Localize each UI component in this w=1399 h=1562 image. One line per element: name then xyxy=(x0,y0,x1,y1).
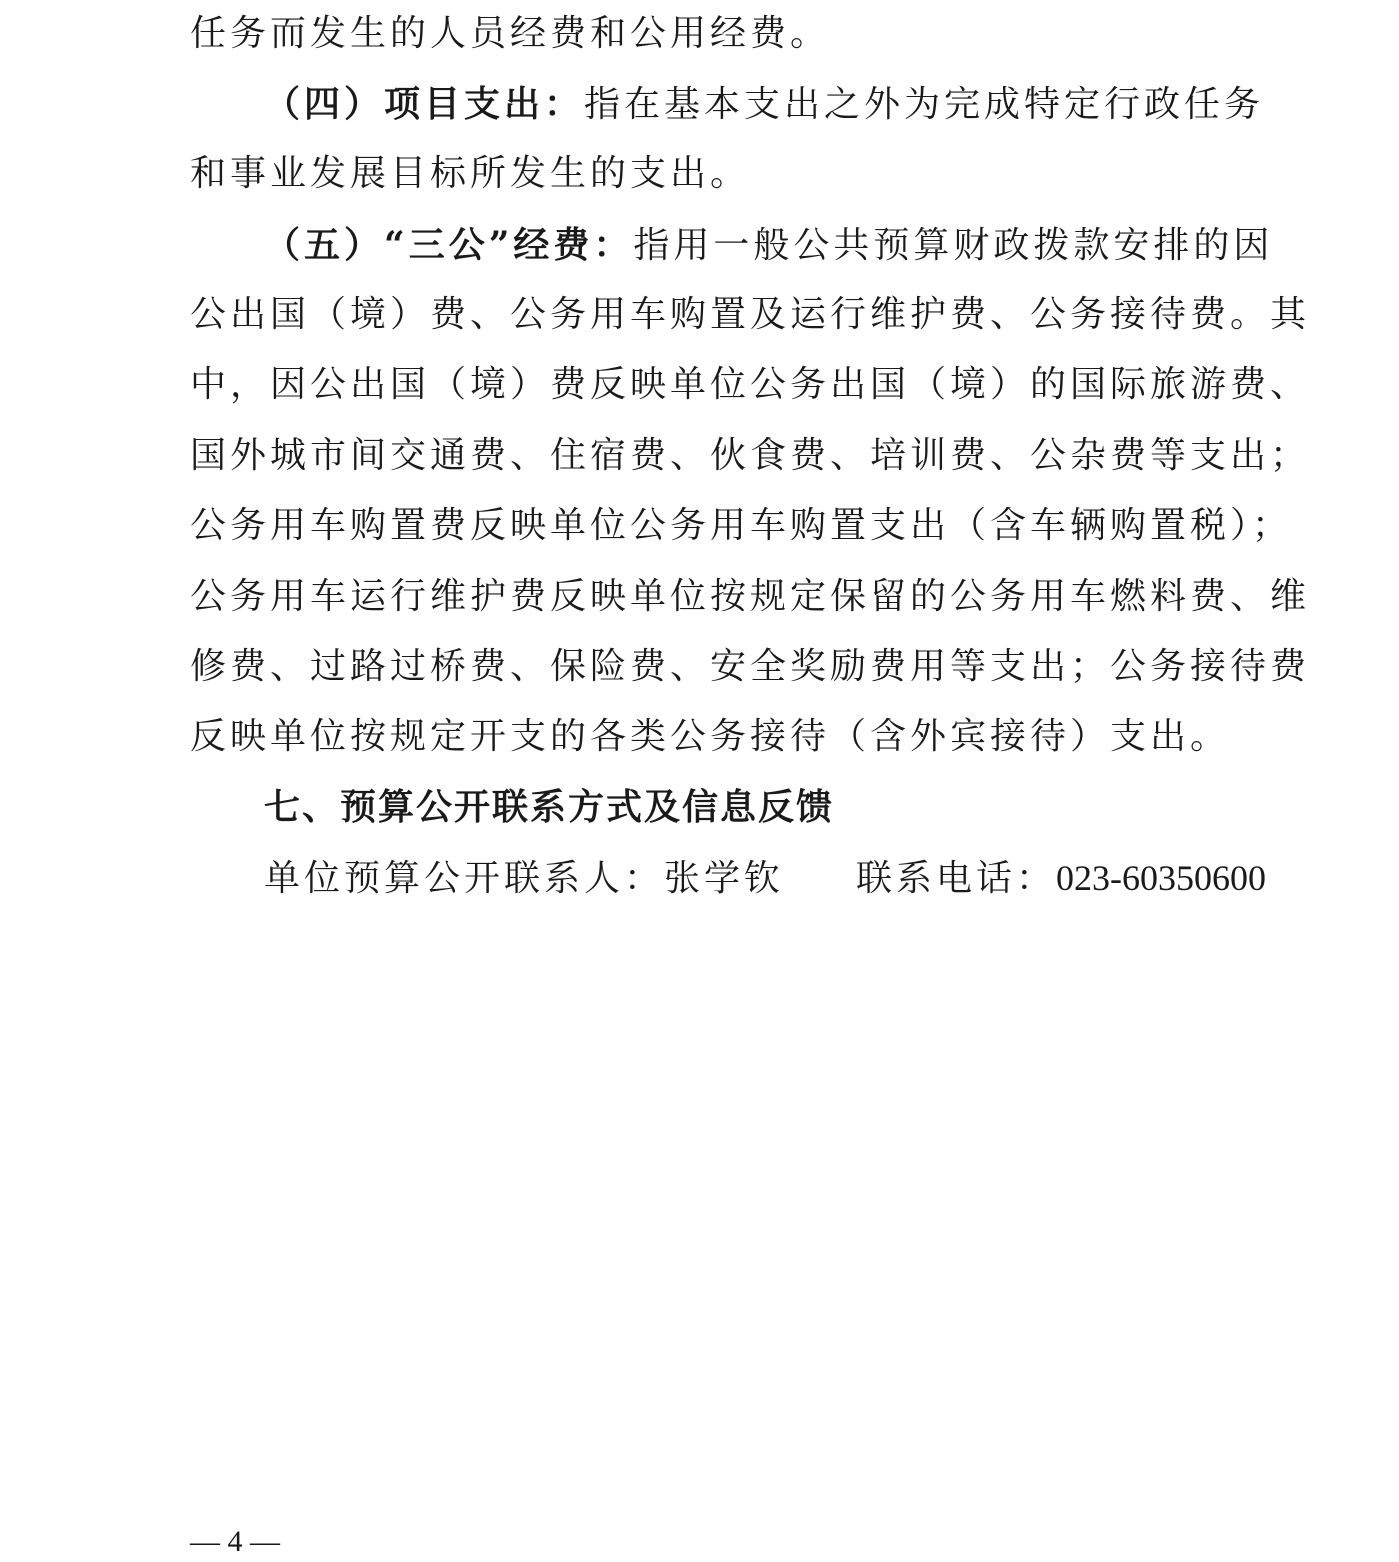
contact-line xyxy=(264,856,1267,901)
para3-line1: 任务而发生的人员经费和公用经费。 xyxy=(190,13,831,54)
para4-line2: 和事业发展目标所发生的支出。 xyxy=(190,153,751,194)
para4-label: （四）项目支出： xyxy=(264,83,585,125)
phone-label: 联系电话： xyxy=(856,858,1057,899)
contact-person: 单位预算公开联系人：张学钦 xyxy=(264,858,785,899)
section7-heading: 七、预算公开联系方式及信息反馈 xyxy=(264,787,835,828)
page-number: — 4 — xyxy=(190,1525,280,1558)
para5-line7: 修费、过路过桥费、保险费、安全奖励费用等支出；公务接待费 xyxy=(190,646,1311,687)
para4-text: 指在基本支出之外为完成特定行政任务 xyxy=(584,84,1265,125)
para5-line2: 公出国（境）费、公务用车购置及运行维护费、公务接待费。其 xyxy=(190,294,1311,335)
phone-number: 023-60350600 xyxy=(1056,858,1267,898)
para5-label: （五）“三公”经费： xyxy=(264,224,634,266)
para5-line6: 公务用车运行维护费反映单位按规定保留的公务用车燃料费、维 xyxy=(190,576,1311,617)
para5-text: 指用一般公共预算财政拨款安排的因 xyxy=(633,225,1274,266)
para4-line1 xyxy=(264,82,1265,127)
para5-line3: 中，因公出国（境）费反映单位公务出国（境）的国际旅游费、 xyxy=(190,364,1311,405)
para5-line5: 公务用车购置费反映单位公务用车购置支出（含车辆购置税）； xyxy=(190,505,1293,546)
para5-line4: 国外城市间交通费、住宿费、伙食费、培训费、公杂费等支出； xyxy=(190,435,1311,476)
para5-line8: 反映单位按规定开支的各类公务接待（含外宾接待）支出。 xyxy=(190,716,1231,757)
para5-line1 xyxy=(264,223,1274,268)
